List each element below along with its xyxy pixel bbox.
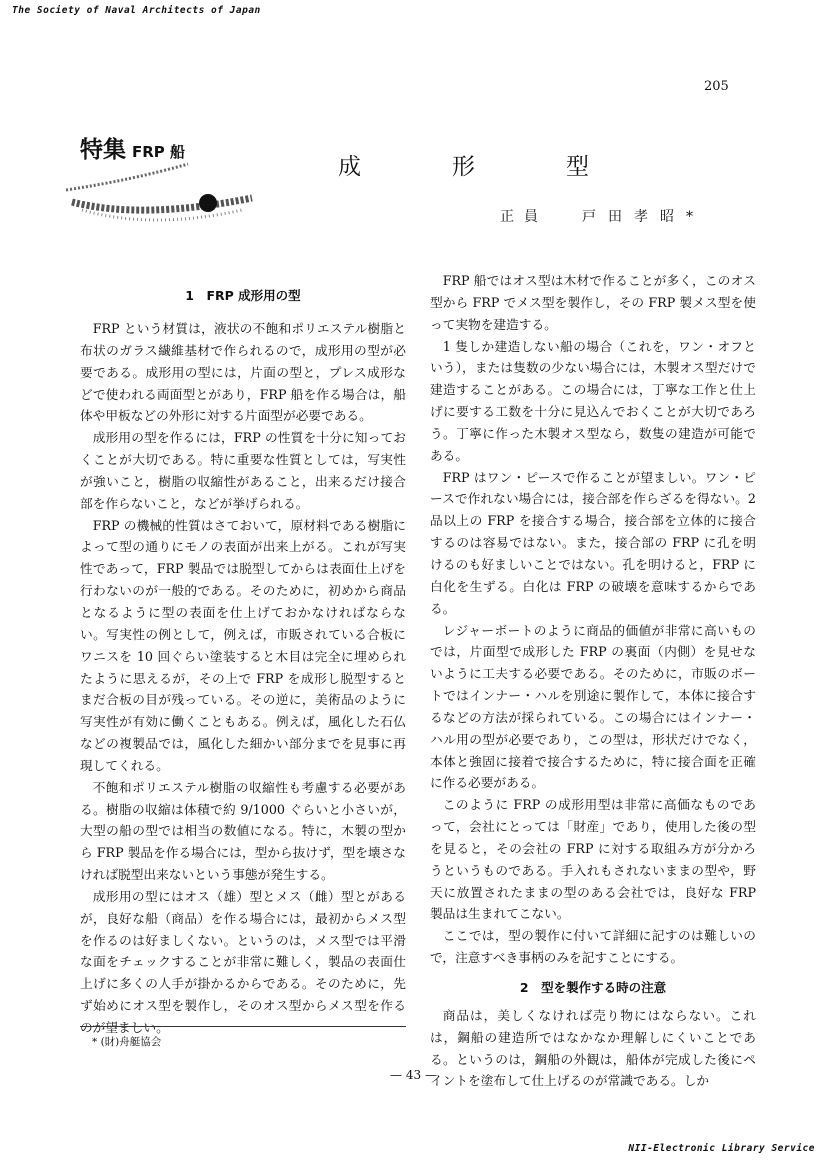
paragraph: レジャーボートのように商品的価値が非常に高いものでは，片面型で成形した FRP の裏面（内側）を見せないように工夫する必要である。そのために，市販のボートではインナー・ハルを別途に製作して，本体に接合するなどの方法が採られている。この場合にはインナー・ハル用の型が必要であり，この型は，形状だけでなく，本体と強固に接着で接合するために，特に接合面を正確に作る必要がある。 — [430, 622, 756, 791]
special-topic: FRP 船 — [132, 143, 186, 161]
paragraph: このように FRP の成形用型は非常に高価なものであって，会社にとっては「財産」であり，使用した後の型を見ると，その会社の FRP に対する取組み方が分かろうというものである。手入れもされないままの型や，野天に放置されたままの型のある会社では，良好な FRP 製品は生まれてこない。 — [430, 797, 756, 922]
paragraph: 成形用の型を作るには，FRP の性質を十分に知っておくことが大切である。特に重要な性質としては，写実性が強いこと，樹脂の収縮性があること，出来るだけ接合部を作らないこと，などが挙げられる。 — [80, 430, 406, 511]
paragraph: ここでは，型の製作に付いて詳細に記すのは難しいので，注意すべき事柄のみを記すことにする。 — [430, 928, 756, 966]
special-issue-logo-icon — [62, 160, 282, 240]
author-line — [500, 206, 705, 226]
column-left — [80, 288, 406, 1039]
section-heading: 1 FRP 成形用の型 — [185, 288, 301, 303]
page-number-center: — 43 — — [390, 1068, 437, 1082]
paragraph: 不飽和ポリエステル樹脂の収縮性も考慮する必要がある。樹脂の収縮は体積で約 9/1000 ぐらいと小さいが，大型の船の型では相当の数値になる。特に，木製の型から FRP 製品を作る場合には，型から抜けず，型を壊さなければ脱型出来ないという事態が発生する。 — [80, 779, 406, 883]
section-heading: 2 型を製作する時の注意 — [519, 980, 667, 995]
author-role: 正員 — [500, 209, 548, 225]
author-name: 戸田孝昭* — [582, 209, 705, 225]
paragraph: FRP という材質は，液状の不飽和ポリエステル樹脂と布状のガラス繊維基材で作られるので，成形用の型が必要である。成形用の型には，片面の型と，プレス成形などで使われる両面型とがあり，FRP 船を作る場合は，船体や甲板などの外形に対する片面型が必要である。 — [80, 321, 406, 424]
journal-header: The Society of Naval Architects of Japan — [12, 5, 261, 16]
paragraph: FRP の機械的性質はさておいて，原材料である樹脂によって型の通りにモノの表面が出来上がる。これが写実性であって，FRP 製品では脱型してからは表面仕上げを行わないのが一般的である。そのために，初めから商品となるように型の表面を仕上げておかなければならない。写実性の例として，例えば，市販されている合板にワニスを 10 回ぐらい塗装すると木目は完全に埋められたように思えるが，その上で FRP を成形し脱型するとまだ合板の目が残っている。その逆に，美術品のように写実性が有効に働くこともある。例えば，風化した石仏などの複製品では，風化した細かい部分までを見事に再現してくれる。 — [80, 517, 406, 773]
paragraph: FRP はワン・ピースで作ることが望ましい。ワン・ピースで作れない場合には，接合部を作らざるを得ない。2 品以上の FRP を接合する場合，接合部を立体的に接合するのは容易ではない。また，接合部の FRP に孔を明けるのも好ましいことではない。孔を明けると，FRP に白化を生ずる。白化は FRP の破壊を意味するからである。 — [430, 469, 756, 616]
special-label: 特集 — [80, 137, 126, 163]
library-footer: NII-Electronic Library Service — [628, 1143, 815, 1154]
article-title: 成 形 型 — [338, 154, 623, 180]
paragraph: 商品は，美しくなければ売り物にはならない。これは，鋼船の建造所ではなかなか理解しにくいことである。というのは，鋼船の外観は，船体が完成した後にペイントを塗布して仕上げるのが常識である。しか — [430, 1007, 756, 1089]
paragraph: FRP 船ではオス型は木材で作ることが多く，このオス型から FRP でメス型を製作し，その FRP 製メス型を使って実物を建造する。 — [430, 273, 756, 332]
column-right — [430, 270, 756, 1092]
footnote-divider — [80, 1026, 406, 1027]
page-number: 205 — [704, 79, 729, 94]
paragraph: 成形用の型にはオス（雄）型とメス（雌）型とがあるが，良好な船（商品）を作る場合には，最初からメス型を作るのは好ましくない。というのは，メス型では平滑な面をチェックすることが非常に難しく，製品の表面仕上げに多くの人手が掛かるからである。そのために，先ず始めにオス型を製作し，そのオス型からメス型を作るのが望ましい。 — [80, 888, 406, 1035]
footnote: * (財)舟艇協会 — [92, 1036, 162, 1048]
paragraph: 1 隻しか建造しない船の場合（これを，ワン・オフという），または隻数の少ない場合には，木製オス型だけで建造することがある。この場合には，丁寧な工作と仕上げに要する工数を十分に見込んでおくことが大切であろう。丁寧に作った木製オス型なら，数隻の建造が可能である。 — [430, 338, 756, 463]
